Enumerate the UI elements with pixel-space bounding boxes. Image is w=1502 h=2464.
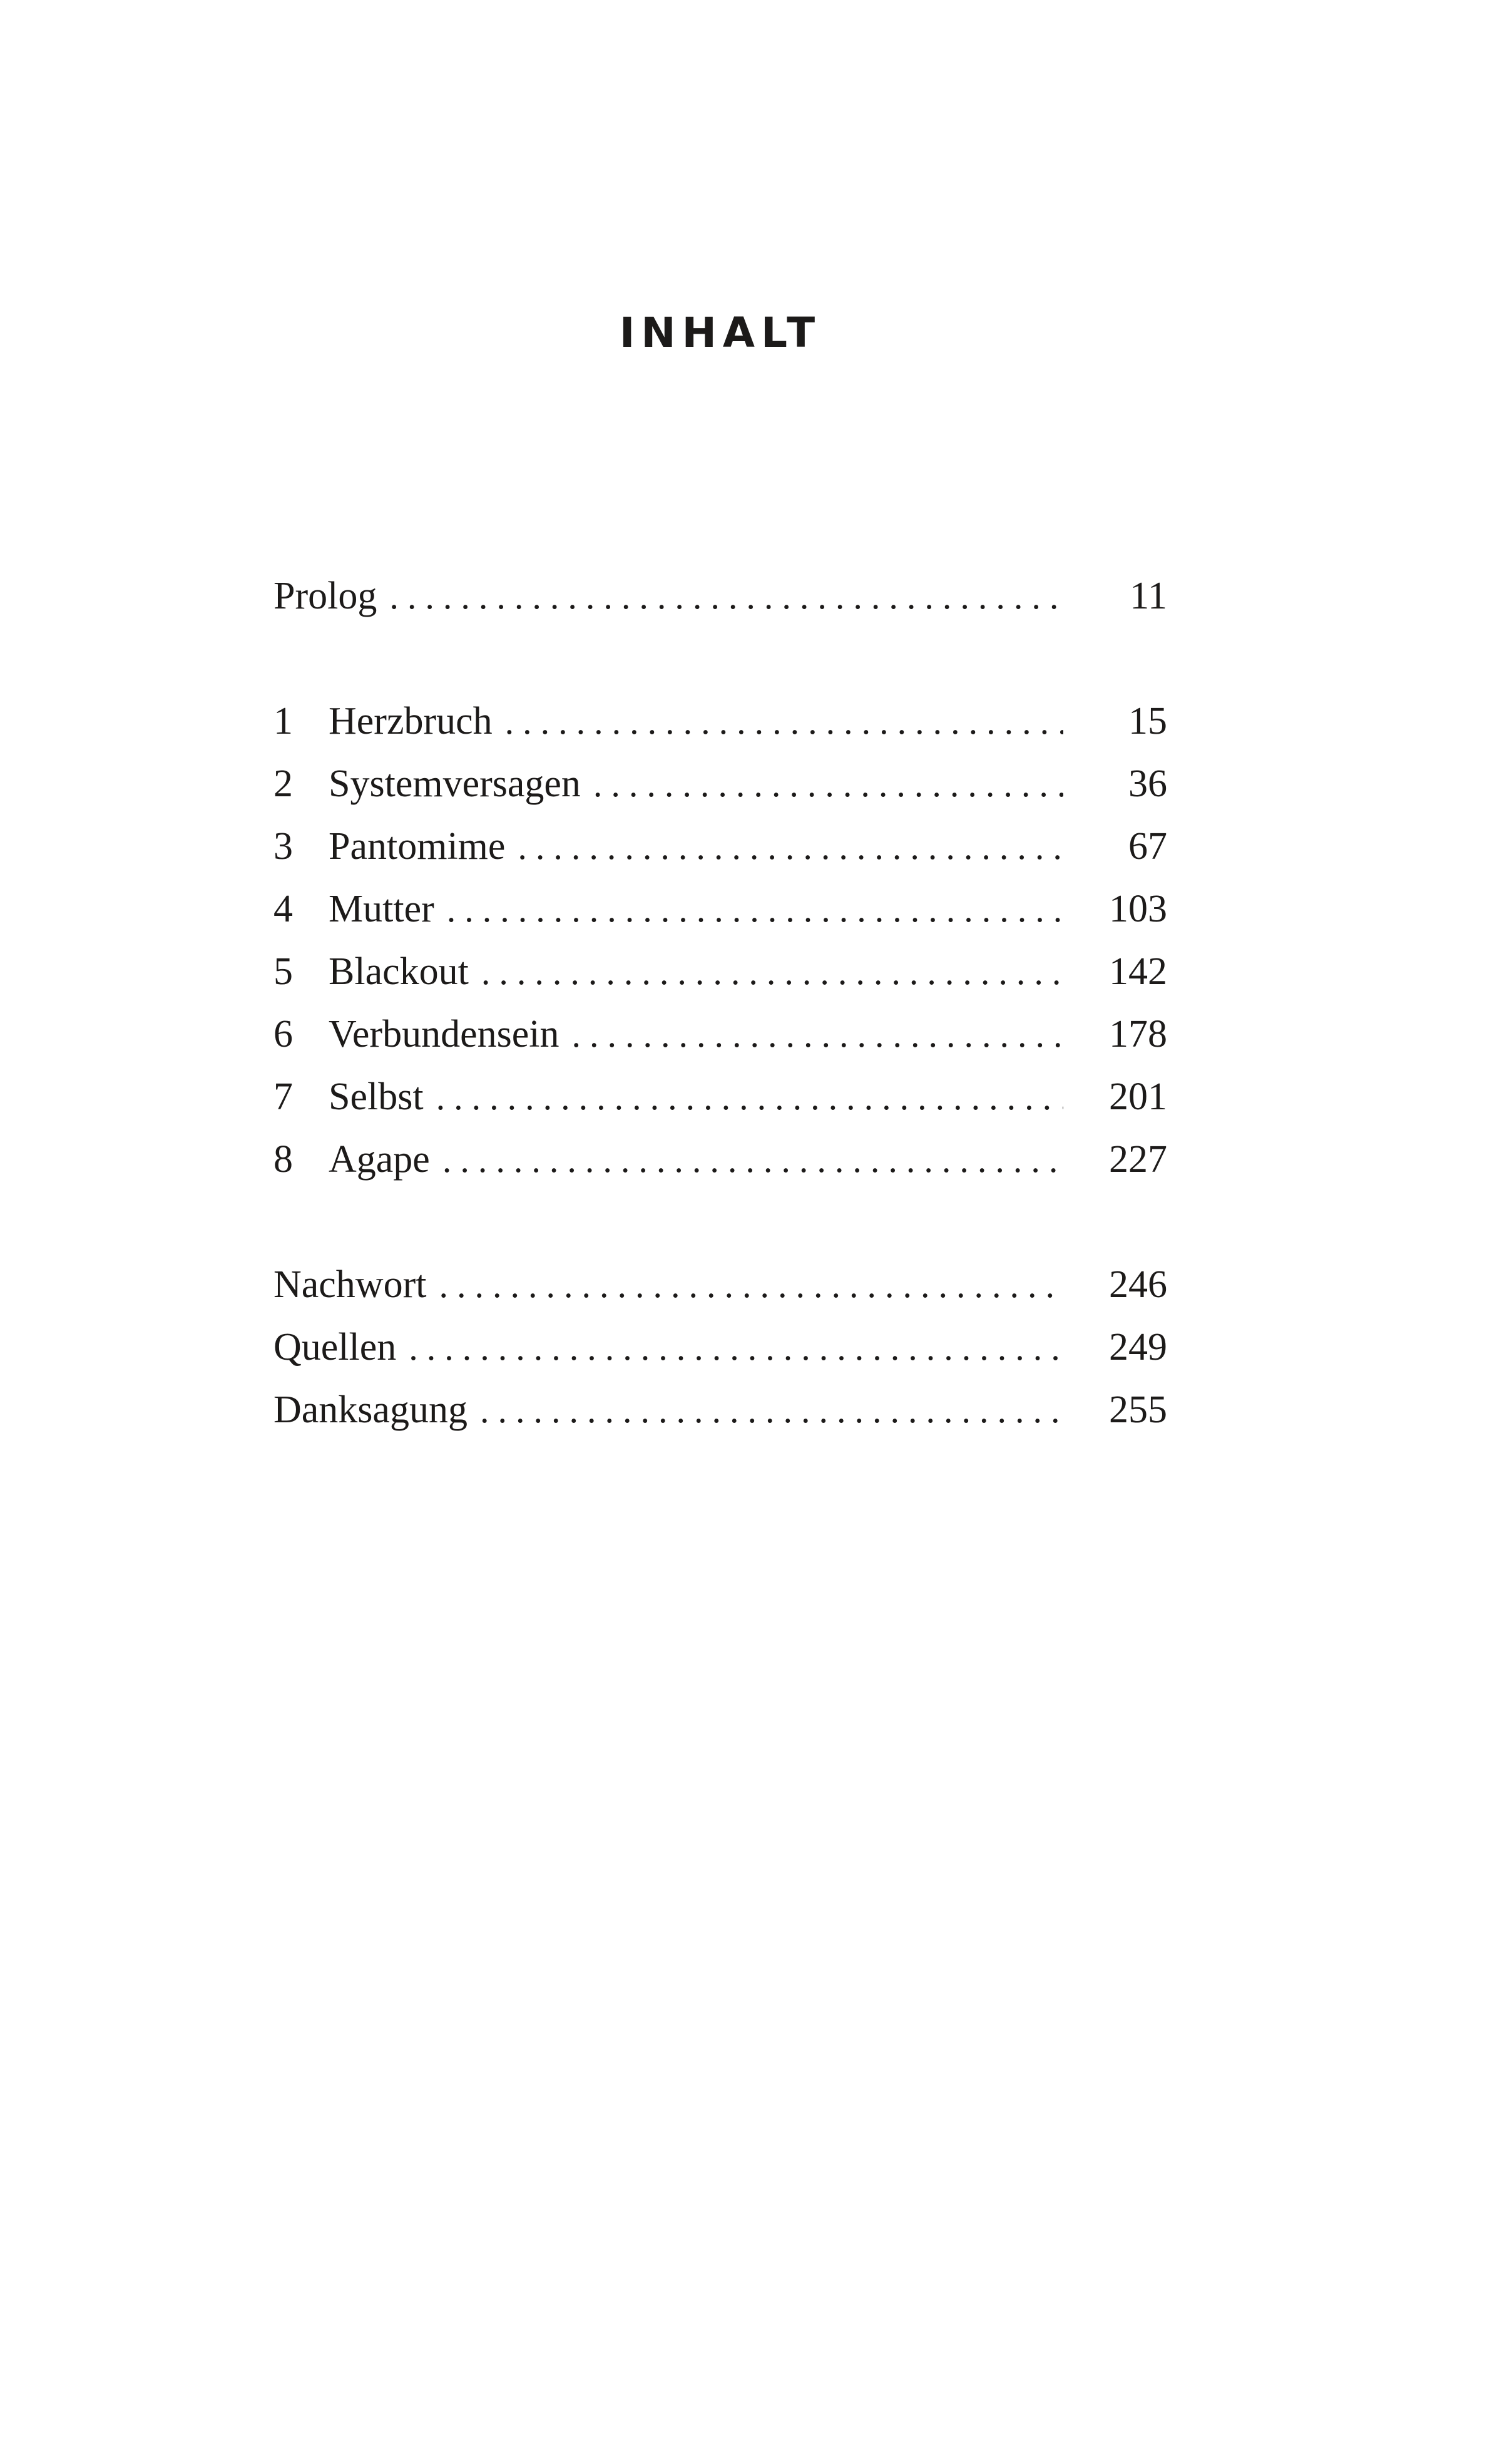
toc-entry-chapter-1 xyxy=(273,690,1167,752)
toc-content xyxy=(273,308,1167,1441)
toc-entry-page-number: 249 xyxy=(1109,1326,1167,1368)
dot-leader xyxy=(439,1254,1063,1317)
toc-entry-quellen xyxy=(273,1316,1167,1378)
toc-entry-chapter-4 xyxy=(273,878,1167,940)
toc-entry-label: Nachwort xyxy=(273,1263,427,1306)
toc-entry-chapter-2 xyxy=(273,752,1167,815)
dot-leader xyxy=(481,941,1063,1004)
toc-entry-label: Selbst xyxy=(329,1075,424,1118)
toc-entry-page-number: 255 xyxy=(1109,1389,1167,1431)
toc-entry-chapter-8 xyxy=(273,1128,1167,1191)
dot-leader xyxy=(505,690,1063,753)
toc-entry-prolog xyxy=(273,565,1167,627)
toc-entry-label: Mutter xyxy=(329,888,434,930)
dot-leader xyxy=(436,1066,1063,1129)
toc-entry-page-number: 36 xyxy=(1128,762,1167,805)
toc-entry-danksagung xyxy=(273,1378,1167,1441)
toc-entry-page-number: 15 xyxy=(1128,700,1167,742)
toc-entry-label: Herzbruch xyxy=(329,700,493,742)
toc-entry-label: Verbundensein xyxy=(329,1013,559,1055)
toc-entry-page-number: 201 xyxy=(1109,1075,1167,1118)
dot-leader xyxy=(571,1004,1063,1066)
toc-front-matter xyxy=(273,565,1167,627)
dot-leader xyxy=(480,1379,1063,1442)
chapter-number: 1 xyxy=(273,700,293,742)
toc-entry-chapter-3 xyxy=(273,815,1167,878)
toc-chapter-list xyxy=(273,690,1167,1191)
toc-entry-page-number: 178 xyxy=(1109,1013,1167,1055)
chapter-number: 8 xyxy=(273,1138,293,1181)
toc-entry-chapter-7 xyxy=(273,1065,1167,1128)
chapter-number: 2 xyxy=(273,762,293,805)
page-title: INHALT xyxy=(619,309,822,357)
chapter-number: 5 xyxy=(273,950,293,993)
toc-entry-label: Danksagung xyxy=(273,1389,467,1431)
dot-leader xyxy=(447,878,1063,941)
toc-entry-page-number: 142 xyxy=(1109,950,1167,993)
toc-entry-page-number: 67 xyxy=(1128,825,1167,868)
toc-entry-page-number: 246 xyxy=(1109,1263,1167,1306)
toc-entry-label: Systemversagen xyxy=(329,762,581,805)
dot-leader xyxy=(518,816,1063,878)
chapter-number: 4 xyxy=(273,888,293,930)
toc-entry-chapter-5 xyxy=(273,940,1167,1003)
dot-leader xyxy=(442,1129,1063,1191)
chapter-number: 7 xyxy=(273,1075,293,1118)
toc-entry-chapter-6 xyxy=(273,1003,1167,1065)
toc-entry-label: Agape xyxy=(329,1138,430,1181)
dot-leader xyxy=(389,565,1063,628)
dot-leader xyxy=(409,1317,1063,1379)
chapter-number: 6 xyxy=(273,1013,293,1055)
toc-entry-label: Quellen xyxy=(273,1326,397,1368)
toc-entry-label: Pantomime xyxy=(329,825,506,868)
toc-entry-label: Blackout xyxy=(329,950,469,993)
toc-entry-page-number: 103 xyxy=(1109,888,1167,930)
toc-entry-page-number: 227 xyxy=(1109,1138,1167,1181)
toc-entry-page-number: 11 xyxy=(1130,575,1167,617)
toc-back-matter xyxy=(273,1253,1167,1441)
chapter-number: 3 xyxy=(273,825,293,868)
toc-entry-label: Prolog xyxy=(273,575,377,617)
dot-leader xyxy=(593,753,1063,816)
toc-entry-nachwort xyxy=(273,1253,1167,1316)
